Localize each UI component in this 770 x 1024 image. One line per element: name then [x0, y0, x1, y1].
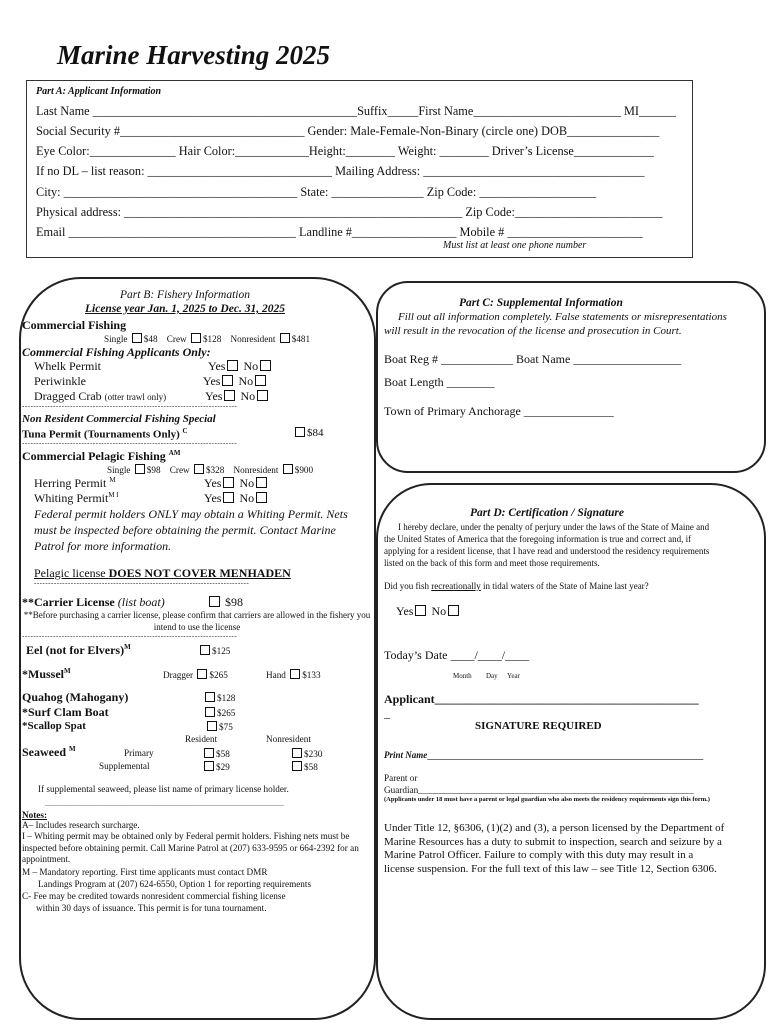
scallop-price: $75	[205, 721, 233, 732]
quahog-label: Quahog (Mahogany)	[22, 690, 129, 704]
carrier-note: **Before purchasing a carrier license, please confirm that carriers are allowed in the fishery you intend to use the license	[23, 610, 371, 632]
quahog-price: $128	[203, 692, 235, 703]
year-label: Year	[507, 672, 520, 680]
divider: ----------------------------------------------------------------------------	[22, 632, 238, 640]
dragged-crab-label: Dragged Crab (otter trawl only)	[34, 389, 167, 403]
whiting-no-checkbox[interactable]	[256, 492, 267, 503]
eel-checkbox[interactable]	[200, 645, 210, 655]
note-i: I – Whiting permit may be obtained only by Federal permit holders. Fishing nets must be inspected before obtaining permit. Call Marine Patrol at (207) 633-9595 or 664-2392 for an appointment.	[22, 831, 359, 864]
recreational-yes-no: Yes No	[396, 604, 461, 619]
menhaden-note: Pelagic license DOES NOT COVER MENHADEN	[34, 566, 291, 580]
tuna-checkbox[interactable]	[295, 427, 305, 437]
periwinkle-yes-no: Yes No	[203, 374, 268, 389]
todays-date-row[interactable]: Today’s Date ____/____/____	[384, 648, 530, 662]
pel-nonres-checkbox[interactable]	[283, 464, 293, 474]
surf-clam-price: $265	[203, 707, 235, 718]
declaration: I hereby declare, under the penalty of perjury under the laws of the State of Maine and the United States of America that the foregoing information is true and correct and, if applying for a resident license, that I have read and understood the residency requirements listed on the back of this form and meet those requirements.	[384, 522, 710, 568]
pelagic-options-row: Single $98 Crew $328 Nonresident $900	[107, 465, 314, 475]
divider: ----------------------------------------------------------------------------	[22, 439, 238, 447]
phone-note: Must list at least one phone number	[443, 240, 587, 251]
applicants-only-heading: Commercial Fishing Applicants Only:	[22, 345, 211, 359]
supplemental-label: Supplemental	[99, 761, 150, 771]
periwinkle-label: Periwinkle	[34, 374, 86, 388]
nonres-special-heading: Non Resident Commercial Fishing Special	[22, 413, 216, 425]
day-label: Day	[486, 672, 498, 680]
carrier-checkbox[interactable]	[209, 596, 220, 607]
title-12-notice: Under Title 12, §6306, (1)(2) and (3), a person licensed by the Department of Marine Resources has a duty to submit to inspection, search and seizure by a Marine Patrol Officer. Failure to comply with this duty may result in a license suspension. For the full text of this law – see Title 12, Section 6306.	[384, 822, 725, 875]
seaweed-supp-res-checkbox[interactable]	[204, 761, 214, 771]
whelk-label: Whelk Permit	[34, 359, 101, 373]
federal-permit-note: Federal permit holders ONLY may obtain a Whiting Permit. Nets must be inspected before obtaining the permit. Contact Marine Patrol for more information.	[34, 507, 348, 553]
note-m-cont: Landings Program at (207) 624-6550, Option 1 for reporting requirements	[38, 879, 312, 889]
supp-res-price: $29	[202, 761, 230, 772]
month-label: Month	[453, 672, 472, 680]
supp-non-price: $58	[290, 761, 318, 772]
seaweed-label: Seaweed $^M$	[22, 745, 76, 759]
recreational-yes-checkbox[interactable]	[415, 605, 426, 616]
herring-yes-no: Yes No	[204, 476, 269, 491]
applicant-signature-row[interactable]: Applicant____________________________________________	[384, 692, 699, 706]
quahog-checkbox[interactable]	[205, 692, 215, 702]
whelk-no-checkbox[interactable]	[260, 360, 271, 371]
crab-yes-checkbox[interactable]	[224, 390, 235, 401]
recreational-question: Did you fish recreationally in tidal waters of the State of Maine last year?	[384, 581, 649, 591]
dragged-crab-yes-no: Yes No	[205, 389, 270, 404]
page-title: Marine Harvesting 2025	[57, 40, 331, 70]
mussel-hand-checkbox[interactable]	[290, 669, 300, 679]
primary-res-price: $58	[202, 748, 230, 759]
cf-nonres-checkbox[interactable]	[280, 333, 290, 343]
cf-single-checkbox[interactable]	[132, 333, 142, 343]
note-m: M – Mandatory reporting. First time applicants must contact DMR	[22, 867, 268, 877]
carrier-label: **Carrier License (list boat)	[22, 595, 165, 609]
tuna-label: Tuna Permit (Tournaments Only) $^C$	[22, 427, 188, 441]
recreational-no-checkbox[interactable]	[448, 605, 459, 616]
divider: ----------------------------------------------------------------------------	[34, 579, 250, 587]
seaweed-note: If supplemental seaweed, please list name of primary license holder.	[38, 784, 289, 794]
mussel-dragger-checkbox[interactable]	[197, 669, 207, 679]
guardian-note: (Applicants under 18 must have a parent or legal guardian who also meets the residency requirements sign this form.)	[384, 796, 710, 803]
carrier-price: $98	[207, 595, 243, 610]
city-row[interactable]: City: ______________________________________ State: _______________ Zip Code: ___________________	[36, 185, 597, 199]
primary-holder-field[interactable]: ____________________________________________________	[45, 797, 284, 807]
part-d-heading: Part D: Certification / Signature	[470, 507, 624, 519]
whelk-yes-checkbox[interactable]	[227, 360, 238, 371]
primary-non-price: $230	[290, 748, 322, 759]
seaweed-supp-non-checkbox[interactable]	[292, 761, 302, 771]
part-b-heading: Part B: Fishery Information	[120, 289, 250, 301]
part-a-heading: Part A: Applicant Information	[36, 86, 162, 97]
print-name-row[interactable]: Print Name______________________________________________	[384, 747, 704, 761]
note-c: C- Fee may be credited towards nonresident commercial fishing license	[22, 891, 286, 901]
herring-yes-checkbox[interactable]	[223, 477, 234, 488]
cf-options-row: Single $48 Crew $128 Nonresident $481	[104, 334, 311, 344]
physical-address-row[interactable]: Physical address: _______________________________________________________ Zip Code:________________________	[36, 205, 663, 219]
surf-clam-checkbox[interactable]	[205, 707, 215, 717]
pelagic-heading: Commercial Pelagic Fishing $^{AM}$	[22, 449, 181, 463]
divider: ----------------------------------------------------------------------------	[22, 402, 238, 410]
ssn-row[interactable]: Social Security #______________________________ Gender: Male-Female-Non-Binary (circle one) DOB_______________	[36, 124, 660, 138]
guardian-row[interactable]: Guardian____________________________________________________________	[384, 785, 694, 795]
signature-required: SIGNATURE REQUIRED	[475, 720, 602, 732]
tuna-price: $84	[293, 427, 324, 439]
anchorage-row[interactable]: Town of Primary Anchorage _______________	[384, 404, 614, 418]
seaweed-primary-res-checkbox[interactable]	[204, 748, 214, 758]
dragger-price: Dragger $265	[163, 670, 228, 680]
dl-reason-row[interactable]: If no DL – list reason: ______________________________ Mailing Address: ____________________________________	[36, 164, 645, 178]
boat-reg-row[interactable]: Boat Reg # ____________ Boat Name __________________	[384, 352, 682, 366]
hand-price: Hand $133	[266, 670, 321, 680]
crab-no-checkbox[interactable]	[257, 390, 268, 401]
notes-heading: Notes:	[22, 810, 48, 820]
applicant-underline: _	[384, 706, 390, 720]
commercial-fishing-heading: Commercial Fishing	[22, 318, 127, 332]
herring-label: Herring Permit $^M$	[34, 476, 116, 490]
whiting-yes-no: Yes No	[204, 491, 269, 506]
last-name-row[interactable]: Last Name ___________________________________________Suffix_____First Name________________________ MI______	[36, 104, 676, 118]
pel-single-checkbox[interactable]	[135, 464, 145, 474]
seaweed-primary-non-checkbox[interactable]	[292, 748, 302, 758]
boat-length-row[interactable]: Boat Length ________	[384, 375, 495, 389]
note-a: A– Includes research surcharge.	[22, 820, 140, 830]
license-year: License year Jan. 1, 2025 to Dec. 31, 2025	[85, 303, 285, 315]
whiting-yes-checkbox[interactable]	[223, 492, 234, 503]
scallop-label: *Scallop Spat	[22, 720, 86, 732]
resident-col-header: Resident	[185, 734, 218, 744]
whelk-yes-no: Yes No	[208, 359, 273, 374]
whiting-label: Whiting Permit$^{M I}$	[34, 491, 119, 505]
scallop-checkbox[interactable]	[207, 721, 217, 731]
mussel-label: *Mussel$^M$	[22, 667, 71, 681]
primary-label: Primary	[124, 748, 154, 758]
eye-color-row[interactable]: Eye Color:______________ Hair Color:____________Height:________ Weight: ________ Driver’s License_____________	[36, 144, 654, 158]
surf-clam-label: *Surf Clam Boat	[22, 705, 109, 719]
periwinkle-no-checkbox[interactable]	[255, 375, 266, 386]
eel-price: $125	[198, 645, 230, 656]
part-c-heading: Part C: Supplemental Information	[459, 297, 623, 309]
nonresident-col-header: Nonresident	[266, 734, 311, 744]
periwinkle-yes-checkbox[interactable]	[222, 375, 233, 386]
parent-or-label: Parent or	[384, 773, 418, 783]
cf-crew-checkbox[interactable]	[191, 333, 201, 343]
email-row[interactable]: Email _____________________________________ Landline #_________________ Mobile # ______________________	[36, 225, 643, 239]
eel-label: Eel (not for Elvers)$^M$	[26, 643, 131, 657]
part-c-intro: Fill out all information completely. False statements or misrepresentations will result in the revocation of the license and prosecution in Court.	[384, 311, 727, 337]
herring-no-checkbox[interactable]	[256, 477, 267, 488]
pel-crew-checkbox[interactable]	[194, 464, 204, 474]
note-c-cont: within 30 days of issuance. This permit is for tuna tournament.	[36, 903, 267, 913]
